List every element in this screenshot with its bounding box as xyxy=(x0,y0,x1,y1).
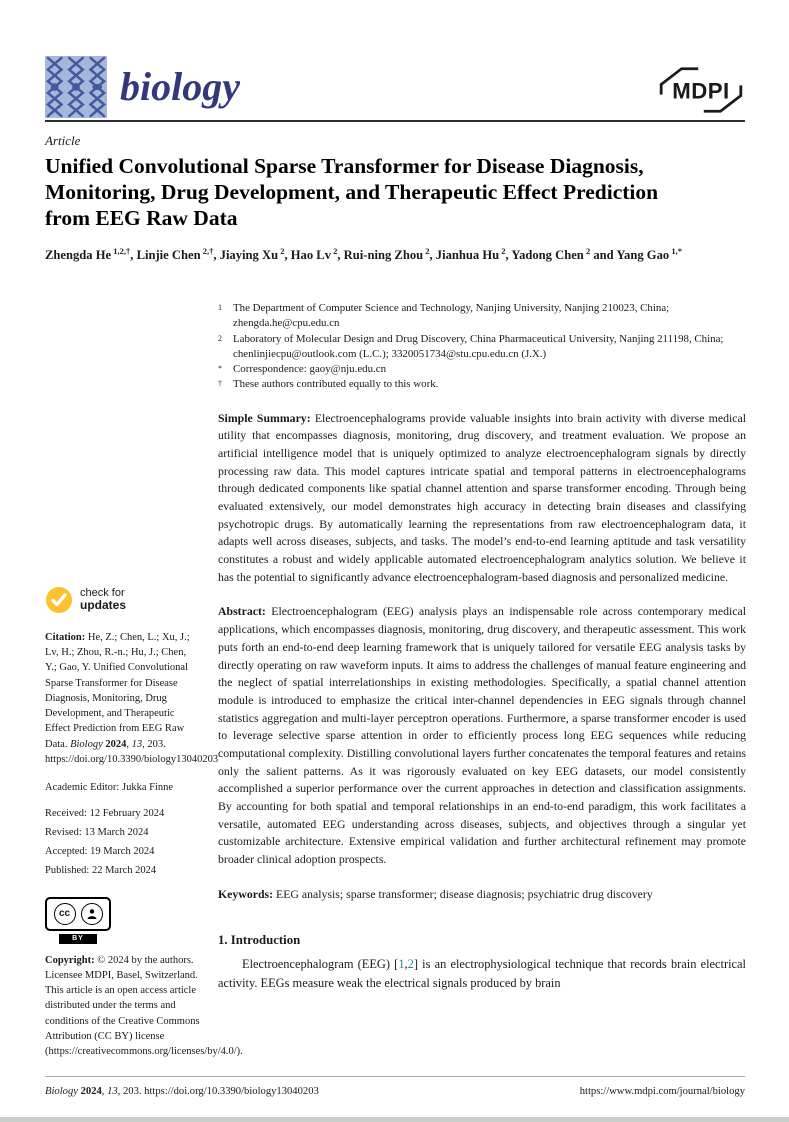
author-name: Zhengda He xyxy=(45,248,112,263)
affiliation-text: The Department of Computer Science and Technology, Nanjing University, Nanjing 210023, China; zhengda.he@cpu.edu.cn xyxy=(233,302,670,330)
cc-badge-box xyxy=(45,897,111,931)
main-content-column xyxy=(218,301,746,992)
article-type-label: Article xyxy=(45,133,81,148)
cc-by-bar: BY xyxy=(59,934,97,944)
keywords-text: EEG analysis; sparse transformer; disease diagnosis; psychiatric drug discovery xyxy=(276,886,653,901)
author-superscript: 2,† xyxy=(200,246,214,257)
introduction-paragraph: Electroencephalogram (EEG) [1,2] is an electrophysiological technique that records brain electrical activity. EEGs measure weak the electrical signals produced by brain xyxy=(218,957,746,990)
article-head xyxy=(45,133,745,266)
check-for-updates-badge[interactable] xyxy=(45,586,155,614)
crossmark-check-icon xyxy=(45,586,73,614)
abstract-text: Electroencephalogram (EEG) analysis plays an indispensable role across contemporary medical applications, which encompasses diagnosis, monitoring, drug discovery, and therapeutic assessment. This work puts forth an end-to-end deep learning framework that is uniquely tailored for versatile EEG analysis tasks by directly operating on raw waveform inputs. It aims to address the challenges of manual feature engineering and the neglect of spatial interrelationships in existing methodologies. Specifically, a spatial channel attention module is introduced to emphasize the critical inter-channel dependencies in EEG signals through channel statistics aggregation and multi-layer perceptron operations. Furthermore, a sparse transformer encoder is used to leverage selective sparse attention in order to efficiently process long EEG sequences while reducing computational complexity. Distilling convolutional layers further concatenates the temporal features and retains only the salient patterns. As it was rigorously evaluated on key EEG datasets, our model consistently accomplished a superior performance over the current approaches in detection and classification assignments. By accounting for both spatial and temporal relationships in an end-to-end paradigm, this work facilitates a versatile, automated EEG understanding across diseases, subjects, and objectives through a singular yet customizable architecture. Extensive empirical validation and further architectural refinement may promote broader clinical adoption prospects. xyxy=(218,604,746,867)
reference-link-1[interactable]: 1 xyxy=(398,957,405,972)
abstract-label: Abstract: xyxy=(218,604,266,619)
author-superscript: 2 xyxy=(331,246,338,257)
abstract xyxy=(218,603,746,868)
date-item: Accepted: 19 March 2024 xyxy=(45,845,155,857)
author-name: Yang Gao xyxy=(616,248,670,263)
cc-person-icon xyxy=(81,903,103,925)
affiliation-item xyxy=(218,301,746,332)
affiliation-item xyxy=(218,362,746,377)
author-name: Rui-ning Zhou xyxy=(343,248,424,263)
author-superscript: 2 xyxy=(583,246,591,257)
affiliation-marker: * xyxy=(218,364,222,374)
affiliation-marker: 1 xyxy=(218,303,222,312)
author-superscript: 2 xyxy=(499,246,506,257)
mdpi-logo-text: MDPI xyxy=(672,78,730,104)
affiliation-text: Correspondence: gaoy@nju.edu.cn xyxy=(233,363,387,376)
affiliation-marker: 2 xyxy=(218,333,222,343)
author-superscript: 1,* xyxy=(669,246,682,257)
date-item: Received: 12 February 2024 xyxy=(45,808,165,820)
reference-link-2[interactable]: 2 xyxy=(407,957,414,972)
biology-journal-logo-icon xyxy=(45,56,107,118)
footer-journal-url[interactable]: https://www.mdpi.com/journal/biology xyxy=(579,1086,745,1097)
affiliation-text: Laboratory of Molecular Design and Drug Discovery, China Pharmaceutical University, Nanjing 211198, China; chenlinjiecpu@outlook.com (L.C.); 3320051734@stu.cpu.edu.cn (J.X.) xyxy=(233,332,724,360)
copyright-block xyxy=(45,953,243,1060)
author-name: Hao Lv xyxy=(290,248,331,263)
updates-text: updates xyxy=(80,598,127,613)
academic-editor-line xyxy=(45,780,200,795)
simple-summary-text: Electroencephalograms provide valuable insights into brain activity with diverse medical utility that encompasses diagnosis, monitoring, drug discovery, and treatment evaluation. We propose an artificial intelligence model that is uniquely optimized to analyze electroencephalogram signals by directly processing raw data. This model captures intricate spatial and temporal patterns in electroencephalograms through dedicated components like spatial channel attention and sparse transformer encoding. Through being evaluated extensively, our model demonstrates high accuracy in detecting brain diseases and classifying psychotropic drugs. By automatically learning the representations from raw electroencephalogram data, it adapts well across diseases, subjects, and tasks. The model’s end-to-end learning aptitude and task versatility constitutes a robust and widely applicable automated electroencephalogram analytics solution. We believe it has the potential to significantly advance electroencephalogram-based diagnosis and personalized medicine. xyxy=(218,410,746,584)
author-name: Jiaying Xu xyxy=(219,248,279,263)
keywords-label: Keywords: xyxy=(218,886,274,901)
affiliation-marker: † xyxy=(218,379,222,389)
mdpi-publisher-logo-icon xyxy=(657,65,745,115)
copyright-text: © 2024 by the authors. Licensee MDPI, Basel, Switzerland. This article is an open access article distributed under the terms and conditions of the Creative Commons Attribution (CC BY) license (https://creativecommons.org/licenses/by/4.0/). xyxy=(45,954,243,1058)
journal-brand xyxy=(45,56,240,118)
citation-label: Citation: xyxy=(45,632,86,643)
citation-block xyxy=(45,630,219,767)
simple-summary-label: Simple Summary: xyxy=(218,410,311,425)
page-bottom-edge xyxy=(0,1117,789,1122)
check-for-text: check for xyxy=(80,587,125,600)
author-superscript: 2 xyxy=(278,246,285,257)
author-name: Jianhua Hu xyxy=(435,248,500,263)
date-item: Revised: 13 March 2024 xyxy=(45,827,149,839)
author-superscript: 1,2,† xyxy=(111,246,131,257)
affiliation-text: These authors contributed equally to this work. xyxy=(233,378,439,391)
page-footer xyxy=(45,1076,745,1097)
journal-header xyxy=(45,56,745,122)
affiliation-item xyxy=(218,377,746,392)
author-name: Yadong Chen xyxy=(511,248,584,263)
cc-license-badge[interactable] xyxy=(45,897,111,944)
date-item: Published: 22 March 2024 xyxy=(45,864,157,876)
academic-editor-label: Academic Editor: xyxy=(45,781,120,793)
copyright-label: Copyright: xyxy=(45,954,95,966)
cc-icon: cc xyxy=(54,903,76,925)
article-title: Unified Convolutional Sparse Transformer for Disease Diagnosis, Monitoring, Drug Development, and Therapeutic Effect Prediction from EEG Raw Data xyxy=(45,154,659,230)
citation-text: He, Z.; Chen, L.; Xu, J.; Lv, H.; Zhou, R.-n.; Hu, J.; Chen, Y.; Gao, Y. Unified Convolutional Sparse Transformer for Disease Diagnosis, Monitoring, Drug Development, and Therapeutic Effect Prediction from EEG Raw Data. Biology 2024, 13, 203. https://doi.org/10.3390/biology13040203 xyxy=(45,632,219,765)
section-heading-introduction: 1. Introduction xyxy=(218,933,301,948)
author-name: Linjie Chen xyxy=(136,248,201,263)
check-for-updates-label xyxy=(80,587,126,613)
academic-editor-name: Jukka Finne xyxy=(121,781,174,793)
affiliation-item xyxy=(218,332,746,363)
author-superscript: 2 xyxy=(423,246,430,257)
keywords xyxy=(218,886,746,904)
simple-summary xyxy=(218,410,746,587)
authors-line: Zhengda He $^{1,2,\dagger}$, Linjie Chen $^{2,\dagger}$, Jiaying Xu $^2$, Hao Lv $^2$, Rui-ning Zhou $^2$, Jianhua Hu $^2$, Yadong Chen $^2$ and Yang Gao $^{1,*}$ xyxy=(45,246,682,263)
journal-name: biology xyxy=(120,64,240,109)
footer-citation[interactable]: Biology 2024, 13, 203. https://doi.org/10.3390/biology13040203 xyxy=(45,1086,319,1097)
affiliations xyxy=(218,301,746,393)
dates-block xyxy=(45,805,200,881)
